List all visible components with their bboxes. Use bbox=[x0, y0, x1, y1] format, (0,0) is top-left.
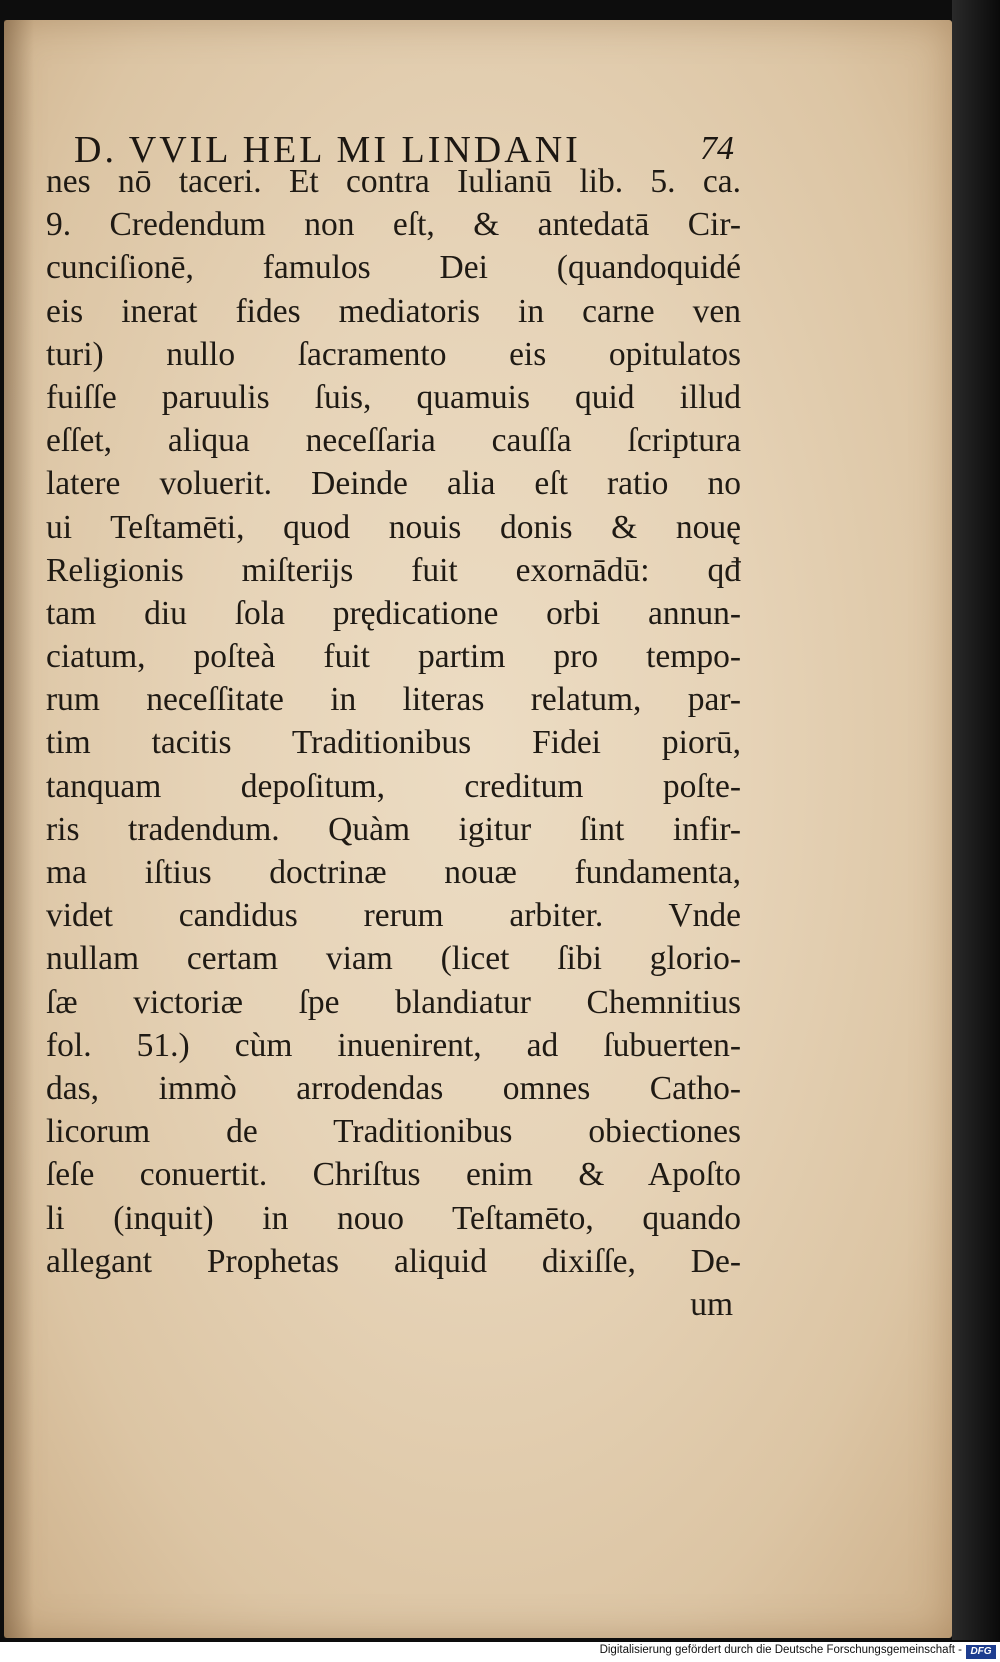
text-line: latere voluerit. Deinde alia eſt ratio no bbox=[46, 465, 741, 503]
digitization-credit: Digitalisierung gefördert durch die Deutsche Forschungsgemeinschaft - bbox=[599, 1644, 962, 1656]
text-line: 9. Credendum non eſt, & antedatā Cir- bbox=[46, 206, 741, 244]
text-line: tam diu ſola prędicatione orbi annun- bbox=[46, 594, 741, 632]
catchword: um bbox=[690, 1285, 733, 1323]
text-line: eis inerat fides mediatoris in carne ven bbox=[46, 292, 741, 330]
scan-edge bbox=[952, 0, 1000, 1640]
text-line: cunciſionē, famulos Dei (quandoquidé bbox=[46, 249, 741, 287]
text-line: nes nō taceri. Et contra Iulianū lib. 5. ca. bbox=[46, 163, 741, 200]
text-line: Religionis miſterijs fuit exornādū: qđ bbox=[46, 551, 741, 589]
text-line: turi) nullo ſacramento eis opitulatos bbox=[46, 335, 741, 373]
dfg-logo: DFG bbox=[966, 1645, 996, 1659]
text-line: ris tradendum. Quàm igitur ſint infir- bbox=[46, 810, 741, 848]
text-line: allegant Prophetas aliquid dixiſſe, De- bbox=[46, 1242, 741, 1280]
text-line: fuiſſe paruulis ſuis, quamuis quid illud bbox=[46, 378, 741, 416]
page-number: 74 bbox=[700, 130, 734, 167]
text-line: li (inquit) in nouo Teſtamēto, quando bbox=[46, 1199, 741, 1237]
text-line: fol. 51.) cùm inuenirent, ad ſubuerten- bbox=[46, 1026, 741, 1064]
text-line: ſeſe conuertit. Chriſtus enim & Apoſto bbox=[46, 1156, 741, 1194]
text-line: ciatum, poſteà fuit partim pro tempo- bbox=[46, 638, 741, 676]
text-line: tim tacitis Traditionibus Fidei piorū, bbox=[46, 724, 741, 762]
text-line: rum neceſſitate in literas relatum, par- bbox=[46, 681, 741, 719]
body-text bbox=[46, 160, 741, 1326]
running-title: D. VVIL HEL MI LINDANI bbox=[74, 129, 581, 171]
text-line: nullam certam viam (licet ſibi glorio- bbox=[46, 940, 741, 978]
text-line: ſæ victoriæ ſpe blandiatur Chemnitius bbox=[46, 983, 741, 1021]
text-line: licorum de Traditionibus obiectiones bbox=[46, 1113, 741, 1151]
text-line: ui Teſtamēti, quod nouis donis & nouę bbox=[46, 508, 741, 546]
text-line: das, immò arrodendas omnes Catho- bbox=[46, 1069, 741, 1107]
text-line: videt candidus rerum arbiter. Vnde bbox=[46, 897, 741, 935]
text-line: tanquam depoſitum, creditum poſte- bbox=[46, 767, 741, 805]
text-line: eſſet, aliqua neceſſaria cauſſa ſcriptura bbox=[46, 422, 741, 460]
text-line: ma iſtius doctrinæ nouæ fundamenta, bbox=[46, 854, 741, 891]
